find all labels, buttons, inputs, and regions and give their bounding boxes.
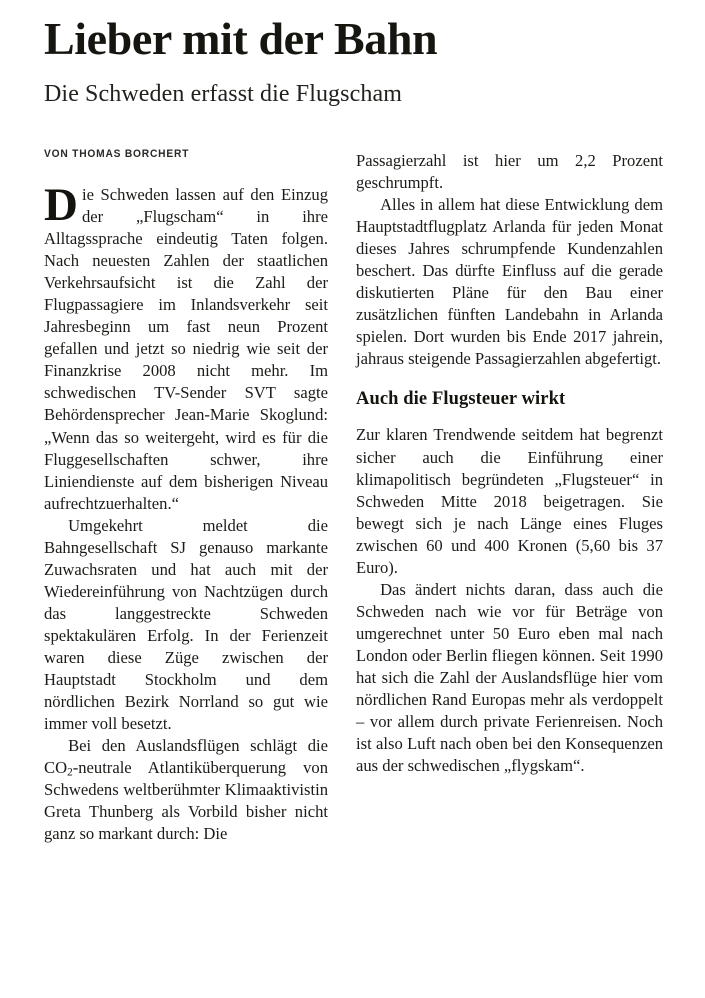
paragraph-text: Umgekehrt meldet die Bahngesellschaft SJ genauso markante Zuwachsraten und hat auch mit der Wiedereinführung von Nachtzügen durch das langgestreckte Schweden spektakulären Erfolg. In der Ferienzeit waren diese Züge zwischen der Hauptstadt Stockholm und dem nördlichen Bezirk Norrland so gut wie immer voll besetzt.: [44, 515, 328, 734]
paragraph-text-after-subscript: -neutrale Atlantiküberquerung von Schwedens weltberühmter Klimaaktivistin Greta Thunberg als Vorbild bisher nicht ganz so markant durch: Die: [44, 758, 328, 844]
paragraph: [356, 194, 663, 370]
paragraph-text: Zur klaren Trendwende seitdem hat begrenzt sicher auch die Einführung einer klimapolitisch begründeten „Flugsteuer“ in Schweden Mitte 2018 beigetragen. Sie bewegt sich je nach Länge eines Fluges zwischen 60 und 400 Kronen (5,60 bis 37 Euro).: [356, 425, 663, 577]
subscript-two: 2: [67, 766, 73, 779]
paragraph-co2: [44, 735, 328, 845]
headline-block: [44, 14, 664, 109]
page-title: Lieber mit der Bahn: [44, 13, 438, 64]
paragraph: [356, 424, 663, 578]
paragraph-continuation: [356, 150, 663, 194]
column-right: [356, 150, 663, 777]
article-byline: VON THOMAS BORCHERT: [44, 148, 190, 160]
drop-cap: D: [44, 179, 78, 231]
article-subheadline: Die Schweden erfasst die Flugscham: [44, 81, 402, 107]
paragraph-text-before-subscript: Bei den Auslandsflügen schlägt die CO: [44, 736, 328, 778]
paragraph: [44, 515, 328, 735]
paragraph-final: [356, 579, 663, 777]
paragraph-text: ie Schweden lassen auf den Einzug der „Flugscham“ in ihre Alltagssprache eindeutig Taten folgen. Nach neuesten Zahlen der staatlichen Verkehrsaufsicht ist die Zahl der Flugpassagiere im Inlandsverkehr seit Jahresbeginn um fast neun Prozent gefallen und jetzt so niedrig wie seit der Finanzkrise 2008 nicht mehr. Im schwedischen TV-Sender SVT sagte Behördensprecher Jean-Marie Skoglund: „Wenn das so weitergeht, wird es für die Fluggesellschaften schwer, ihre Liniendienste auf dem bisherigen Niveau aufrechtzuerhalten.“: [44, 185, 328, 513]
paragraph-text: Passagierzahl ist hier um 2,2 Prozent geschrumpft.: [356, 151, 663, 193]
paragraph-lead: [44, 179, 328, 515]
column-left: [44, 179, 328, 845]
paragraph-text: Das ändert nichts daran, dass auch die Schweden nach wie vor für Beträge von umgerechnet unter 50 Euro eben mal nach London oder Berlin fliegen können. Seit 1990 hat sich die Zahl der Auslandsflüge hier vom nördlichen Rand Europas mehr als verdoppelt – vor allem durch private Ferienreisen. Noch ist also Luft nach oben bei den Konsequenzen aus der schwedischen „flygskam“.: [356, 579, 663, 776]
section-heading: Auch die Flugsteuer wirkt: [356, 389, 566, 410]
paragraph-text: Alles in allem hat diese Entwicklung dem Hauptstadtflugplatz Arlanda für jeden Monat dieses Jahres schrumpfende Kundenzahlen beschert. Das dürfte Einfluss auf die gerade diskutierten Pläne für den Bau einer zusätzlichen fünften Landebahn in Arlanda spielen. Dort wurden bis Ende 2017 jahrein, jahraus steigende Passagierzahlen abgefertigt.: [356, 195, 663, 369]
